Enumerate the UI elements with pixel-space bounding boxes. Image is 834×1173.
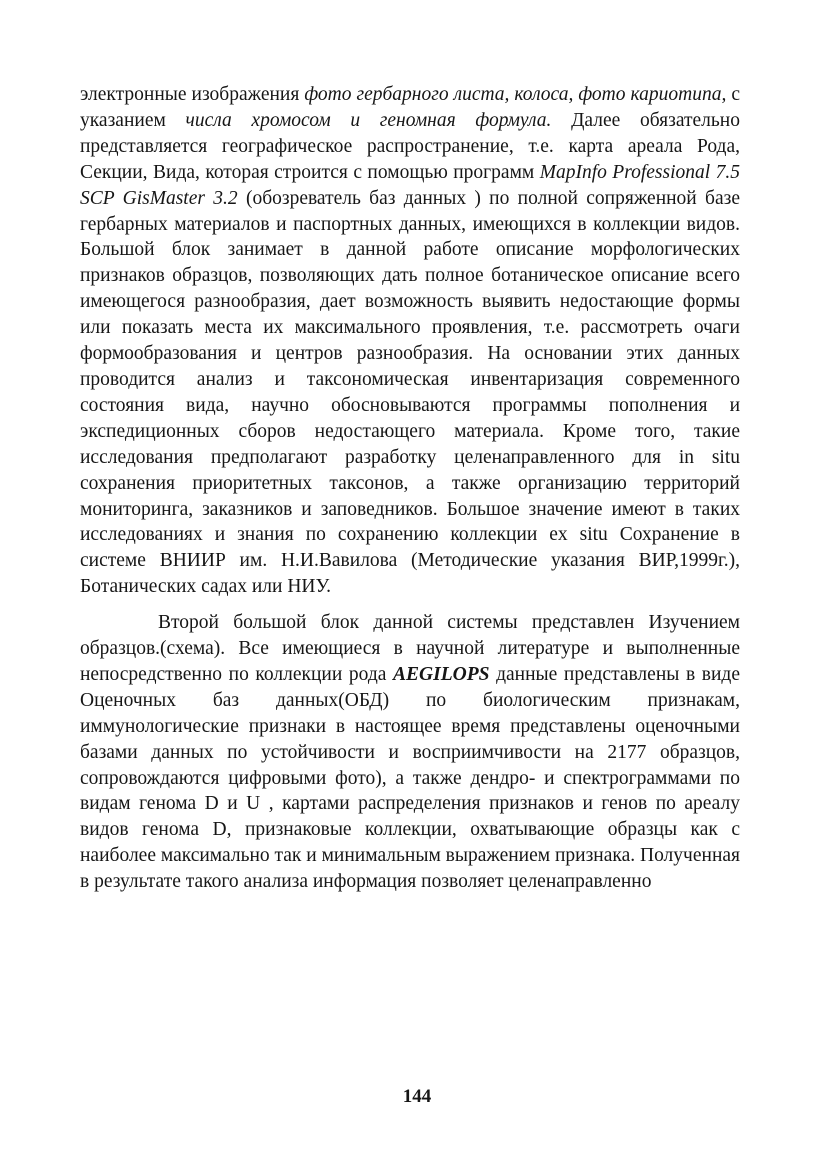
body-text: [80, 82, 740, 895]
p1-text-3: Далее обязательно представляется географическое распространение, т.е. карта ареала Рода, Секции, Вида, которая строится с помощью программ: [80, 109, 740, 183]
p1-text-4: (обозреватель баз данных ) по полной сопряженной базе гербарных материалов и паспортных данных, имеющихся в коллекции видов. Большой блок занимает в данной работе описание морфологических признаков образцов, позволяющих дать полное ботаническое описание всего имеющегося разнообразия, дает возможность выявить недостающие формы или показать места их максимального проявления, т.е. рассмотреть очаги формообразования и центров разнообразия. На основании этих данных проводится анализ и таксономическая инвентаризация современного состояния вида, научно обосновываются программы пополнения и экспедиционных сборов недостающего материала. Кроме того, такие исследования предполагают разработку целенаправленного для in situ сохранения приоритетных таксонов, а также организацию территорий мониторинга, заказников и заповедников. Большое значение имеют в таких исследованиях и знания по сохранению коллекции ex situ Сохранение в системе ВНИИР им. Н.И.Вавилова (Методические указания ВИР,1999г.), Ботанических садах или НИУ.: [80, 187, 740, 598]
p2-genus-aegilops: AEGILOPS: [393, 663, 490, 685]
p1-italic-software: MapInfo Professional 7.5 SCP GisMaster 3.2: [80, 161, 740, 209]
p1-italic-photo: фото гербарного листа, колоса, фото кариотипа,: [304, 84, 727, 105]
p2-text-2: данные представлены в виде Оценочных баз данных(ОБД) по биологическим признакам, иммунологические признаки в настоящее время представлены оценочными базами данных по устойчивости и восприимчивости на 2177 образцов, сопровождаются цифровыми фото), а также дендро- и спектрограммами по видам генома D и U , картами распределения признаков и генов по ареалу видов генома D, признаковые коллекции, охватывающие образцы как с наиболее максимально так и минимальным выражением признака. Полученная в результате такого анализа информация позволяет целенаправленно: [80, 663, 740, 893]
p1-text-2: с указанием: [80, 84, 740, 131]
p1-italic-chromosomes: числа хромосом и геномная формула.: [185, 109, 552, 131]
paragraph-2: [80, 610, 740, 895]
p2-text-1: Второй большой блок данной системы представлен Изучением образцов.(схема). Все имеющиеся в научной литературе и выполненные непосредственно по коллекции рода: [80, 612, 740, 685]
paragraph-1: [80, 82, 740, 600]
page-number: 144: [402, 1086, 432, 1107]
p1-text-1: электронные изображения: [80, 84, 305, 105]
